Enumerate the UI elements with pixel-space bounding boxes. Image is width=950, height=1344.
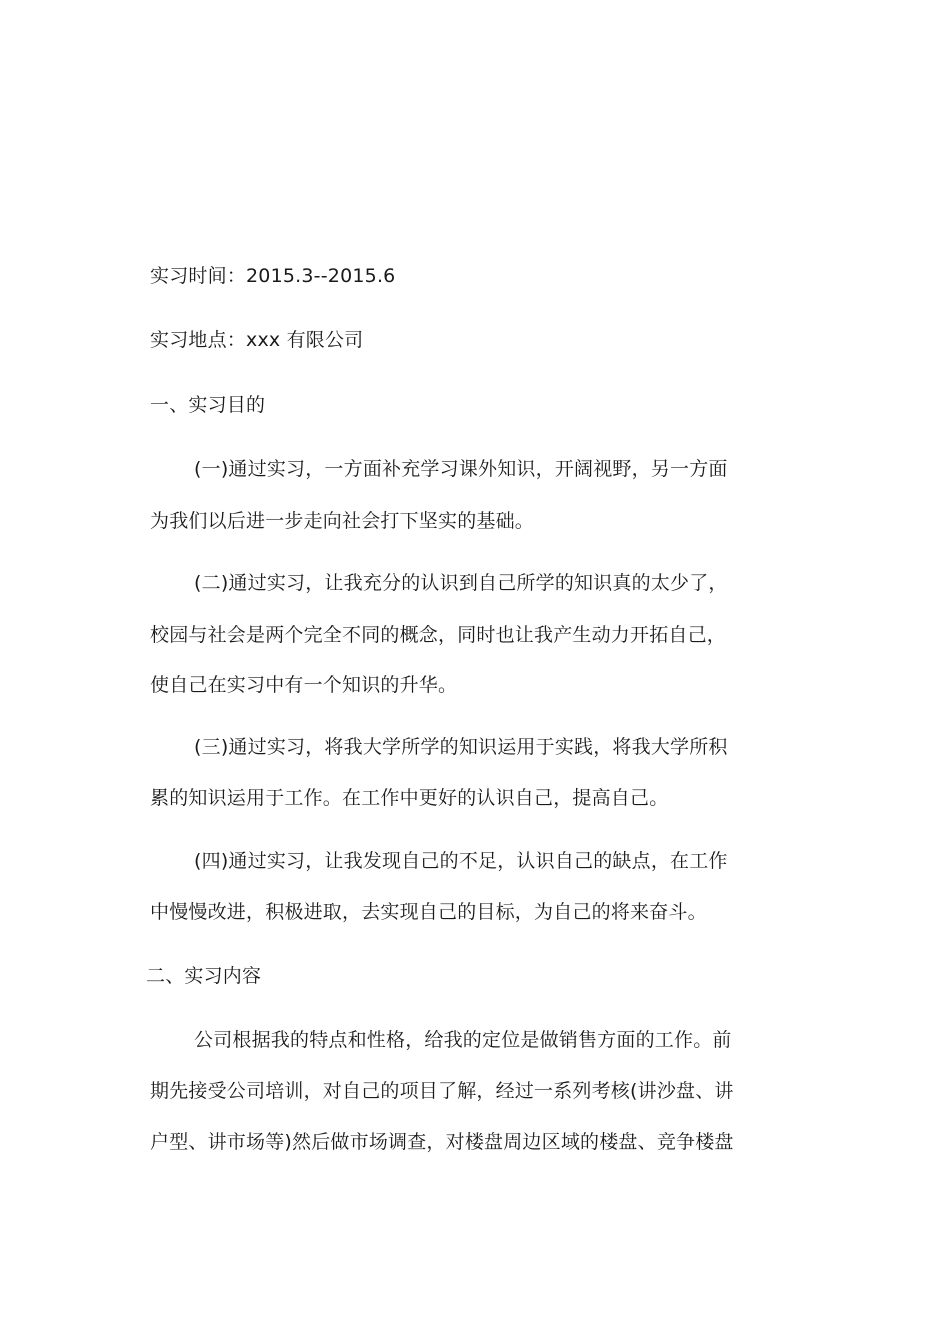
section-heading-content: 二、实习内容 <box>146 965 262 987</box>
paragraph-line: (一)通过实习，一方面补充学习课外知识，开阔视野，另一方面 <box>194 458 728 480</box>
paragraph-line: 使自己在实习中有一个知识的升华。 <box>150 674 458 696</box>
paragraph-line: 户型、讲市场等)然后做市场调查，对楼盘周边区域的楼盘、竞争楼盘 <box>150 1131 734 1153</box>
internship-time: 实习时间：2015.3--2015.6 <box>150 265 396 287</box>
paragraph-line: 校园与社会是两个完全不同的概念，同时也让我产生动力开拓自己， <box>150 624 727 646</box>
internship-place: 实习地点：xxx 有限公司 <box>150 329 364 351</box>
paragraph-line: 累的知识运用于工作。在工作中更好的认识自己，提高自己。 <box>150 787 669 809</box>
section-heading-purpose: 一、实习目的 <box>150 394 266 416</box>
paragraph-line: 期先接受公司培训，对自己的项目了解，经过一系列考核(讲沙盘、讲 <box>150 1080 734 1102</box>
paragraph-line: 中慢慢改进，积极进取，去实现自己的目标，为自己的将来奋斗。 <box>150 901 707 923</box>
paragraph-line: 为我们以后进一步走向社会打下坚实的基础。 <box>150 510 535 532</box>
paragraph-line: (三)通过实习，将我大学所学的知识运用于实践，将我大学所积 <box>194 736 728 758</box>
paragraph-line: 公司根据我的特点和性格，给我的定位是做销售方面的工作。前 <box>194 1029 732 1051</box>
paragraph-line: (二)通过实习，让我充分的认识到自己所学的知识真的太少了， <box>194 572 728 594</box>
paragraph-line: (四)通过实习，让我发现自己的不足，认识自己的缺点，在工作 <box>194 850 728 872</box>
